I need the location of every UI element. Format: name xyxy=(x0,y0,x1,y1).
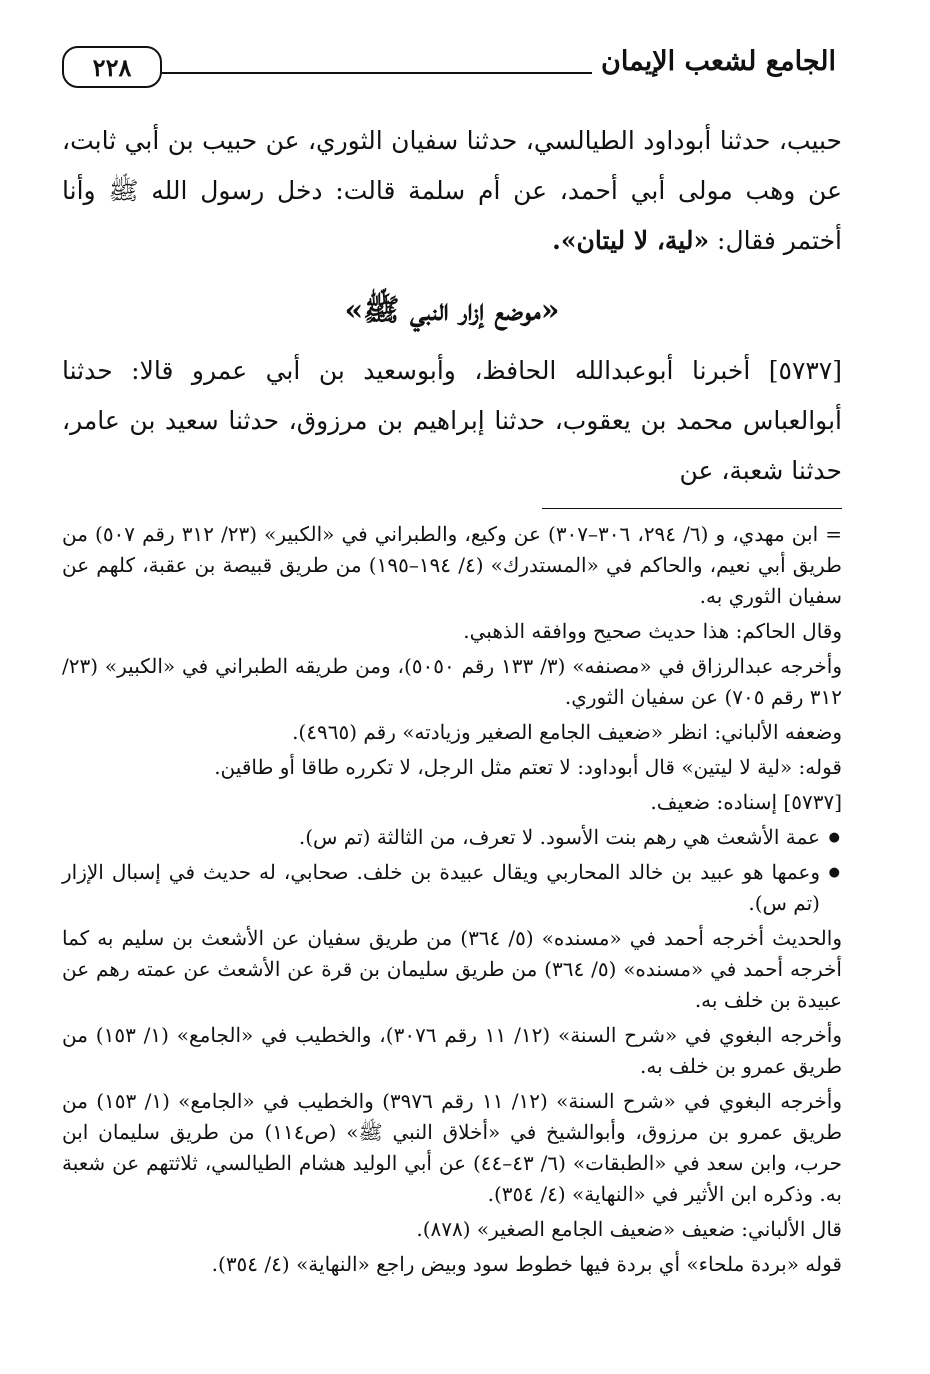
footnote-text: قال الألباني: ضعيف «ضعيف الجامع الصغير» (٨٧٨). xyxy=(416,1217,842,1241)
footnote-text: = ابن مهدي، و (٦/ ٢٩٤، ٣٠٦–٣٠٧) عن وكيع، والطبراني في «الكبير» (٢٣/ ٣١٢ رقم ٥٠٧) من طريق أبي نعيم، والحاكم في «المستدرك» (٤/ ١٩٤–١٩٥) من طريق قبيصة بن عقبة، كلهم عن سفيان الثوري به. xyxy=(62,522,842,608)
footnotes xyxy=(62,519,842,1280)
list-item: ● عمة الأشعث هي رهم بنت الأسود. لا تعرف، من الثالثة (تم س). xyxy=(62,822,820,853)
footnote-text: وأخرجه البغوي في «شرح السنة» (١٢/ ١١ رقم ٣٩٧٦) والخطيب في «الجامع» (١/ ١٥٣) من طريق عمرو بن مرزوق، وأبوالشيخ في «أخلاق النبي ﷺ» (ص١١٤) من طريق سليمان ابن حرب، وابن سعد في «الطبقات» (٦/ ٤٣–٤٤) عن أبي الوليد هشام الطيالسي، ثلاثتهم عن شعبة به. وذكره ابن الأثير في «النهاية» (٤/ ٣٥٤). xyxy=(62,1089,842,1206)
quoted-saying: «لية، لا ليتان». xyxy=(552,226,710,255)
footnote-text: [٥٧٣٧] إسناده: ضعيف. xyxy=(650,790,842,814)
hadith-paragraph: [٥٧٣٧] أخبرنا أبوعبدالله الحافظ، وأبوسعيد بن أبي عمرو قالا: حدثنا أبوالعباس محمد بن يعقوب، حدثنا إبراهيم بن مرزوق، حدثنا سعيد بن عامر، حدثنا شعبة، عن xyxy=(62,356,842,485)
section-heading: «موضع إزار النبي ﷺ» xyxy=(344,293,560,328)
footnote-text: وضعفه الألباني: انظر «ضعيف الجامع الصغير وزيادته» رقم (٤٩٦٥). xyxy=(292,720,842,744)
main-text xyxy=(62,116,842,496)
footnote-text: وقال الحاكم: هذا حديث صحيح ووافقه الذهبي. xyxy=(463,619,842,643)
footnote-text: قوله «بردة ملحاء» أي بردة فيها خطوط سود وبيض راجع «النهاية» (٤/ ٣٥٤). xyxy=(211,1252,842,1276)
running-title: الجامع لشعب الإيمان xyxy=(601,46,836,77)
page-number: ٢٢٨ xyxy=(62,46,162,88)
list-item: ● وعمها هو عبيد بن خالد المحاربي ويقال عبيدة بن خلف. صحابي، له حديث في إسبال الإزار (تم س). xyxy=(62,857,820,919)
footnote-separator xyxy=(542,508,842,509)
footnote-text: قوله: «لية لا ليتين» قال أبوداود: لا تعتم مثل الرجل، لا تكرره طاقا أو طاقين. xyxy=(214,755,842,779)
narrator-list xyxy=(62,822,842,919)
footnote-text: وأخرجه عبدالرزاق في «مصنفه» (٣/ ١٣٣ رقم ٥٠٥٠)، ومن طريقه الطبراني في «الكبير» (٢٣/ ٣١٢ رقم ٧٠٥) عن سفيان الثوري. xyxy=(62,654,842,709)
page-header xyxy=(62,40,842,102)
paragraph-text: حبيب، حدثنا أبوداود الطيالسي، حدثنا سفيان الثوري، عن حبيب بن أبي ثابت، عن وهب مولى أبي أحمد، عن أم سلمة قالت: دخل رسول الله ﷺ وأنا أختمر فقال: xyxy=(62,126,842,255)
footnote-text: وأخرجه البغوي في «شرح السنة» (١٢/ ١١ رقم ٣٠٧٦)، والخطيب في «الجامع» (١/ ١٥٣) من طريق عمرو بن خلف به. xyxy=(62,1023,842,1078)
footnote-text: والحديث أخرجه أحمد في «مسنده» (٥/ ٣٦٤) من طريق سفيان عن الأشعث بن سليم به كما أخرجه أحمد في «مسنده» (٥/ ٣٦٤) من طريق سليمان بن قرة عن الأشعث عن عمته رهم عن عبيدة بن خلف به. xyxy=(62,926,842,1012)
paragraph xyxy=(62,116,842,266)
book-page xyxy=(62,40,842,1284)
header-rule xyxy=(162,72,592,74)
